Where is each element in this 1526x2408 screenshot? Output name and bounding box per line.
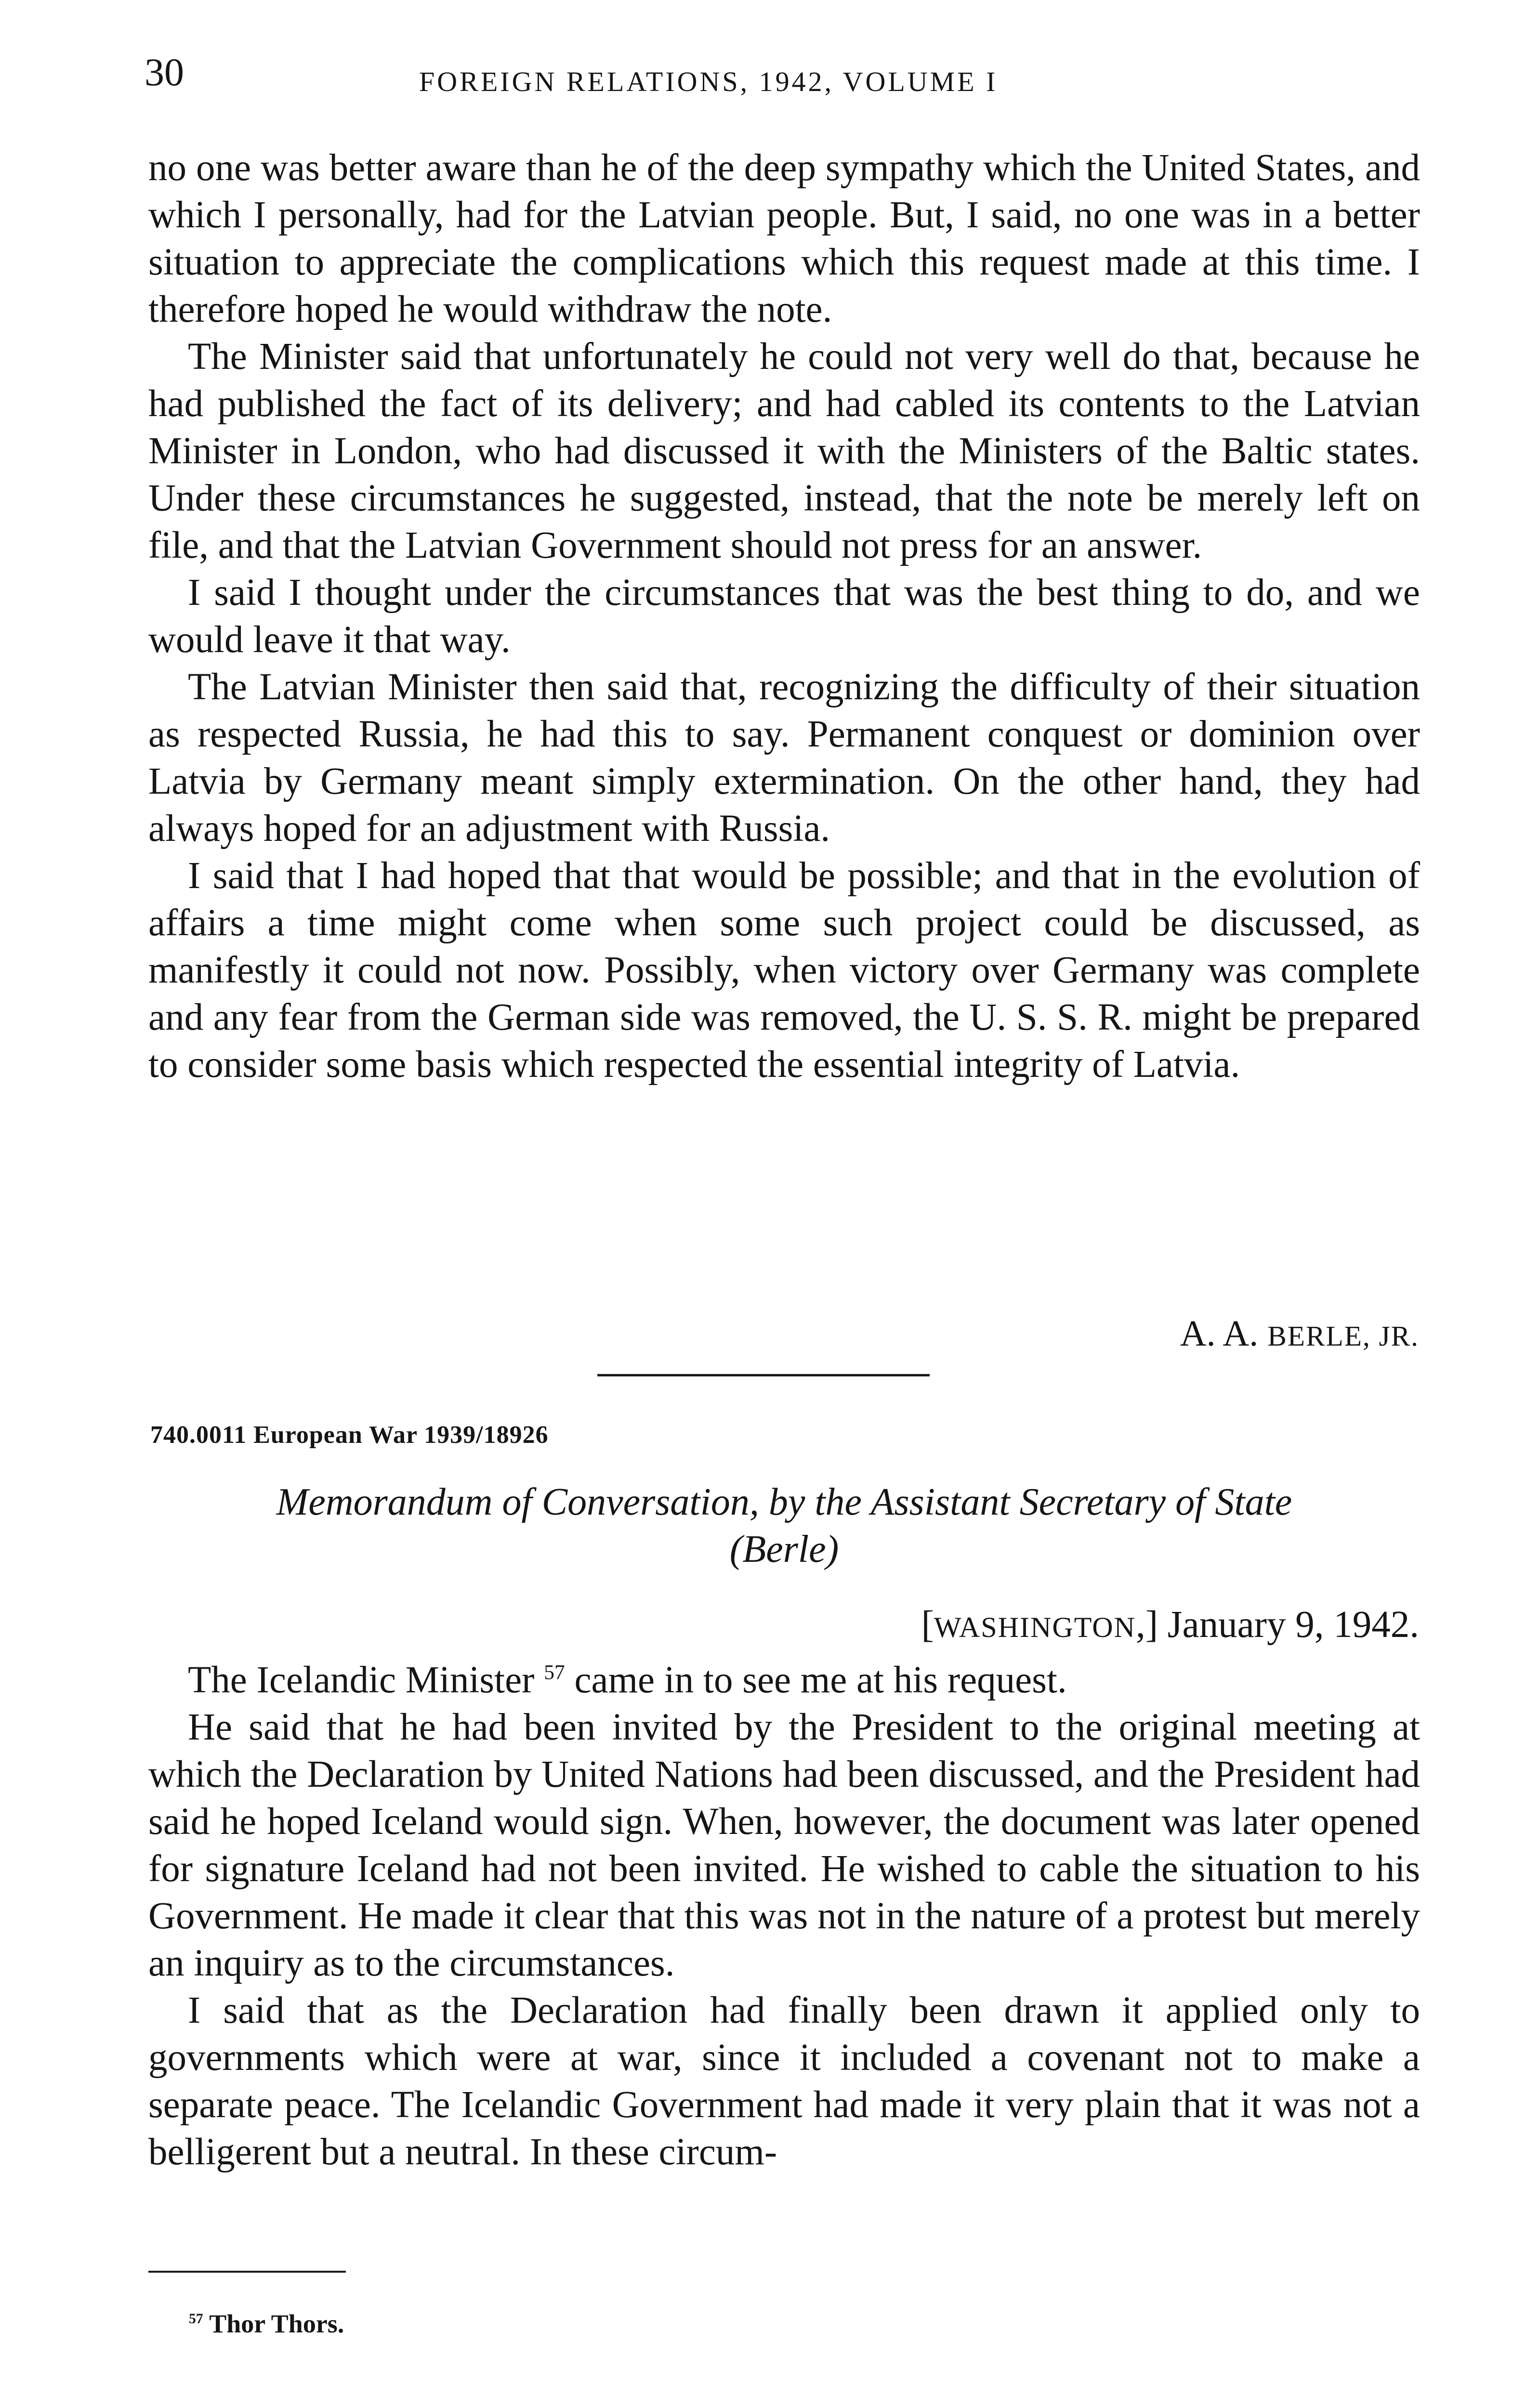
paragraph: I said that as the Declaration had finally been drawn it applied only to governments which were at war, since it included a covenant not to make a separate peace. The Icelandic Government had made it very plain that it was not a belligerent but a neutral. In these circum-: [148, 1989, 1420, 2173]
paragraph: The Latvian Minister then said that, recognizing the difficulty of their situation as respected Russia, he had this to say. Permanent conquest or dominion over Latvia by Germany meant simply extermination. On the other hand, they had always hoped for an adjustment with Russia.: [148, 666, 1420, 850]
footnote-reference: 57: [544, 1661, 565, 1684]
footnote: [189, 2307, 344, 2341]
file-number: 740.0011 European War 1939/18926: [150, 1421, 549, 1449]
paragraph: [148, 1657, 1420, 1704]
memo-body: [148, 1657, 1420, 2176]
page-number: 30: [145, 50, 184, 94]
text-run: The Icelandic Minister: [188, 1659, 544, 1701]
dateline-place: WASHINGTON: [934, 1611, 1136, 1643]
paragraph: The Minister said that unfortunately he could not very well do that, because he had published the fact of its delivery; and had cabled its contents to the Latvian Minister in London, who had discussed it with the Ministers of the Baltic states. Under these circumstances he suggested, instead, that the note be merely left on file, and that the Latvian Government should not press for an answer.: [148, 336, 1420, 566]
running-head: FOREIGN RELATIONS, 1942, VOLUME I: [419, 66, 998, 97]
footnote-text: Thor Thors.: [203, 2309, 344, 2338]
dateline-date: ,] January 9, 1942.: [1136, 1604, 1419, 1646]
memo-title-line: Memorandum of Conversation, by the Assistant Secretary of State: [276, 1481, 1292, 1523]
text-run: came in to see me at his request.: [565, 1659, 1067, 1701]
signature-initials: A. A.: [1180, 1313, 1259, 1354]
continued-text: [148, 144, 1420, 1088]
signature-name: BERLE, JR.: [1267, 1320, 1419, 1352]
dateline: [921, 1601, 1419, 1651]
page-header: [145, 46, 1426, 108]
paragraph: He said that he had been invited by the President to the original meeting at which the Declaration by United Nations had been discussed, and the President had said he hoped Iceland would sign. When, however, the document was later opened for signature Iceland had not been invited. He wished to cable the situation to his Government. He made it clear that this was not in the nature of a protest but merely an inquiry as to the circumstances.: [148, 1706, 1420, 1984]
section-divider: [597, 1374, 930, 1376]
paragraph: I said that I had hoped that that would be possible; and that in the evolution of affairs a time might come when some such project could be discussed, as manifestly it could not now. Possibly, when victory over Germany was complete and any fear from the German side was removed, the U. S. S. R. might be prepared to consider some basis which respected the essential integrity of Latvia.: [148, 855, 1420, 1086]
signature: [1180, 1310, 1419, 1360]
dateline-bracket: [: [921, 1604, 934, 1646]
footnote-marker: 57: [189, 2311, 203, 2327]
memo-title-line: (Berle): [729, 1528, 839, 1570]
paragraph: I said I thought under the circumstances that was the best thing to do, and we would leave it that way.: [148, 572, 1420, 661]
memo-title: [148, 1479, 1420, 1573]
footnote-divider: [148, 2271, 346, 2273]
paragraph: no one was better aware than he of the deep sympathy which the United States, and which I personally, had for the Latvian people. But, I said, no one was in a better situation to appreciate the complications which this request made at this time. I therefore hoped he would withdraw the note.: [148, 147, 1420, 330]
